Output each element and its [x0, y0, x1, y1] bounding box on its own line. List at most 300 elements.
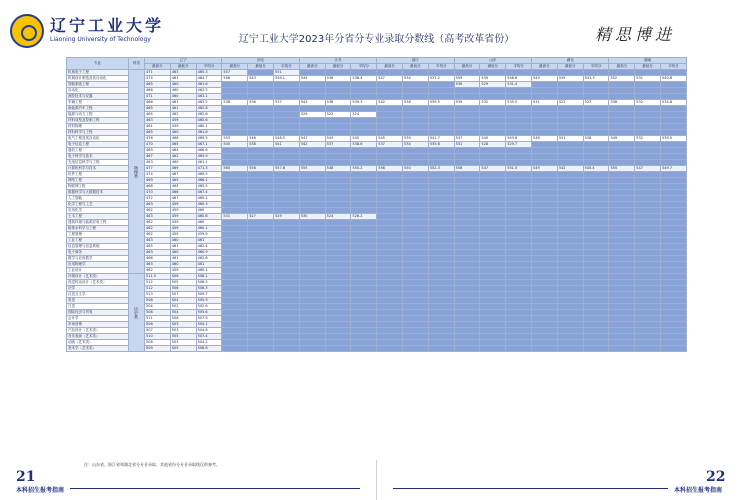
sub-header: 最高分 — [532, 64, 558, 70]
score-cell: 559 — [454, 76, 480, 82]
score-cell: 504 — [145, 304, 171, 310]
score-cell: 529 — [480, 82, 506, 88]
score-cell: 545 — [351, 136, 377, 142]
major-name: 英语 — [67, 298, 129, 304]
major-name: 工程管理 — [67, 232, 129, 238]
score-cell: 527 — [248, 214, 274, 220]
score-cell: 461 — [170, 100, 196, 106]
score-cell: 502.8 — [196, 304, 222, 310]
score-cell — [403, 346, 429, 352]
score-cell: 508.5 — [196, 280, 222, 286]
score-cell: 537 — [377, 142, 403, 148]
left-footer-line — [70, 488, 360, 489]
province-header: 浙江 — [377, 58, 454, 64]
score-cell: 460.1 — [196, 124, 222, 130]
major-name: 人工智能 — [67, 196, 129, 202]
score-cell: 460 — [170, 88, 196, 94]
score-cell: 548.5 — [274, 136, 300, 142]
major-name: 材料物理 — [67, 124, 129, 130]
right-page-number: 22 — [706, 469, 726, 485]
score-cell: 531 — [222, 214, 248, 220]
score-cell: 506.8 — [196, 346, 222, 352]
score-cell: 531 — [635, 76, 661, 82]
score-cell: 465.3 — [196, 70, 222, 76]
score-cell: 536 — [248, 100, 274, 106]
score-cell: 503 — [170, 322, 196, 328]
score-cell: 539 — [403, 136, 429, 142]
sub-header: 最高分 — [454, 64, 480, 70]
major-name: 信息管理与信息系统 — [67, 244, 129, 250]
score-cell: 506 — [145, 322, 171, 328]
score-table — [66, 57, 687, 352]
score-cell: 462.8 — [196, 256, 222, 262]
score-cell: 527 — [583, 100, 609, 106]
major-name: 视觉传达设计（艺术类） — [67, 280, 129, 286]
score-cell: 463 — [145, 214, 171, 220]
score-cell — [609, 346, 635, 352]
score-cell: 558 — [454, 166, 480, 172]
score-cell: 531.4 — [506, 82, 532, 88]
score-cell: 511 — [145, 316, 171, 322]
sub-header: 平均分 — [506, 64, 532, 70]
score-cell: 504 — [170, 298, 196, 304]
score-cell: 546 — [248, 136, 274, 142]
score-cell: 537.2 — [428, 76, 454, 82]
score-cell: 460.1 — [196, 268, 222, 274]
score-cell: 466 — [170, 190, 196, 196]
score-cell: 461 — [170, 106, 196, 112]
sub-header: 最低分 — [403, 64, 429, 70]
score-cell: 465 — [145, 130, 171, 136]
score-cell: 535.5 — [506, 100, 532, 106]
score-cell: 522 — [557, 100, 583, 106]
score-cell: 466.2 — [196, 178, 222, 184]
score-cell: 552.3 — [428, 166, 454, 172]
score-cell: 549.1 — [274, 76, 300, 82]
score-cell — [635, 346, 661, 352]
score-cell: 506 — [170, 274, 196, 280]
score-cell: 462 — [145, 268, 171, 274]
score-cell: 461 — [170, 76, 196, 82]
score-cell — [248, 346, 274, 352]
score-cell — [274, 346, 300, 352]
score-cell: 512 — [145, 286, 171, 292]
major-name: 数学与应用数学 — [67, 256, 129, 262]
sub-header: 最高分 — [377, 64, 403, 70]
score-table-wrap — [66, 57, 686, 459]
major-name: 建筑环境与能源应用工程 — [67, 220, 129, 226]
province-header: 山东 — [454, 58, 531, 64]
score-cell: 549 — [609, 136, 635, 142]
major-name: 自动化 — [67, 88, 129, 94]
major-name: 软件工程 — [67, 172, 129, 178]
score-cell: 464 — [170, 148, 196, 154]
score-cell: 545.4 — [583, 166, 609, 172]
score-cell: 474 — [145, 172, 171, 178]
score-cell: 505.9 — [196, 298, 222, 304]
score-cell: 537 — [274, 100, 300, 106]
score-cell: 508.1 — [196, 274, 222, 280]
score-cell: 462 — [170, 154, 196, 160]
score-cell: 540.8 — [661, 76, 687, 82]
score-cell: 509 — [145, 346, 171, 352]
score-cell: 509.7 — [196, 292, 222, 298]
score-cell: 556 — [377, 166, 403, 172]
score-cell: 507.9 — [196, 316, 222, 322]
score-cell: 469.5 — [196, 136, 222, 142]
score-cell: 463 — [145, 238, 171, 244]
score-cell: 462.8 — [196, 106, 222, 112]
score-cell — [325, 346, 351, 352]
province-header: 湖北 — [532, 58, 609, 64]
score-cell — [351, 346, 377, 352]
score-cell — [583, 346, 609, 352]
university-slogan: 精思博进 — [595, 25, 676, 44]
sub-header: 平均分 — [196, 64, 222, 70]
score-cell: 462 — [145, 208, 171, 214]
score-cell: 461 — [196, 238, 222, 244]
major-name: 网络工程 — [67, 178, 129, 184]
score-cell: 477 — [145, 166, 171, 172]
major-name: 机械设计制造及其自动化 — [67, 76, 129, 82]
university-name-en: Liaoning University of Technology — [50, 36, 151, 43]
score-cell: 461 — [145, 124, 171, 130]
score-cell: 545 — [222, 142, 248, 148]
province-header: 辽宁 — [145, 58, 222, 64]
score-cell: 471 — [145, 70, 171, 76]
score-cell: 508 — [145, 298, 171, 304]
score-cell: 555 — [299, 166, 325, 172]
score-cell: 470 — [145, 190, 171, 196]
score-cell: 543.6 — [506, 136, 532, 142]
score-cell: 469 — [170, 166, 196, 172]
right-footer-line — [393, 488, 668, 489]
score-cell: 463 — [145, 250, 171, 256]
score-cell: 505 — [170, 346, 196, 352]
score-cell: 460.6 — [196, 214, 222, 220]
major-name: 法学 — [67, 286, 129, 292]
score-cell: 459.9 — [196, 232, 222, 238]
score-cell: 547 — [454, 136, 480, 142]
score-cell: 459 — [170, 118, 196, 124]
footnote: 注：山东省、浙江省和湖北省分专业录取，其他省份分专业录取线仅供参考。 — [84, 462, 220, 467]
score-cell: 469 — [145, 148, 171, 154]
major-name: 物联网工程 — [67, 184, 129, 190]
score-cell: 541.7 — [428, 136, 454, 142]
score-cell: 537 — [325, 142, 351, 148]
score-cell: 465 — [145, 106, 171, 112]
score-cell: 460 — [170, 82, 196, 88]
sub-header: 平均分 — [351, 64, 377, 70]
score-cell: 531 — [557, 136, 583, 142]
score-cell: 538 — [222, 100, 248, 106]
score-cell: 465 — [145, 112, 171, 118]
score-cell: 534.8 — [661, 100, 687, 106]
score-cell: 469.5 — [196, 172, 222, 178]
score-cell: 538 — [325, 100, 351, 106]
score-cell: 503 — [170, 328, 196, 334]
major-name: 化学工程与工艺 — [67, 202, 129, 208]
score-cell: 535.6 — [428, 142, 454, 148]
score-cell: 529 — [274, 214, 300, 220]
score-cell: 512 — [145, 280, 171, 286]
score-cell: 550.2 — [351, 166, 377, 172]
major-name: 电子科学与技术 — [67, 154, 129, 160]
score-cell — [480, 346, 506, 352]
col-major: 专业 — [67, 58, 129, 70]
score-cell — [557, 346, 583, 352]
score-cell: 547 — [635, 166, 661, 172]
score-cell: 534 — [403, 76, 429, 82]
score-cell: 461.6 — [196, 82, 222, 88]
score-cell: 463.9 — [196, 154, 222, 160]
score-cell: 459 — [170, 232, 196, 238]
major-name: 计算机科学与技术 — [67, 166, 129, 172]
major-name: 日语 — [67, 304, 129, 310]
score-cell: 556 — [248, 166, 274, 172]
score-cell: 467.4 — [196, 190, 222, 196]
university-name: 辽宁工业大学 — [50, 16, 165, 35]
score-cell: 465 — [145, 244, 171, 250]
score-cell: 536 — [454, 82, 480, 88]
score-cell: 459 — [170, 214, 196, 220]
score-cell: 507.4 — [196, 334, 222, 340]
score-cell: 502 — [170, 304, 196, 310]
score-cell: 535 — [557, 76, 583, 82]
right-footer-text: 本科招生报考指南 — [674, 487, 723, 494]
score-cell: 539 — [480, 76, 506, 82]
score-cell: 550 — [403, 166, 429, 172]
score-cell: 531 — [454, 142, 480, 148]
score-cell: 474 — [145, 76, 171, 82]
score-cell: 541 — [274, 142, 300, 148]
score-cell: 459 — [170, 202, 196, 208]
score-cell: 469.2 — [196, 196, 222, 202]
score-cell: 466 — [145, 100, 171, 106]
score-cell: 466 — [145, 256, 171, 262]
major-name: 工业设计 — [67, 268, 129, 274]
score-cell: 557 — [222, 70, 248, 76]
score-cell: 465.5 — [196, 184, 222, 190]
province-header: 河北 — [222, 58, 299, 64]
score-cell: 463.1 — [196, 94, 222, 100]
page-divider — [376, 460, 377, 500]
score-cell: 548 — [325, 166, 351, 172]
score-cell: 513 — [145, 292, 171, 298]
score-cell: 462.8 — [196, 112, 222, 118]
score-cell: 546 — [532, 136, 558, 142]
score-cell: 551 — [274, 70, 300, 76]
score-cell — [661, 346, 687, 352]
score-cell: 549.7 — [661, 166, 687, 172]
score-table-body — [67, 70, 687, 352]
score-cell: 463 — [145, 202, 171, 208]
sub-header: 最低分 — [248, 64, 274, 70]
score-cell: 461.8 — [196, 130, 222, 136]
major-name: 能源与动力工程 — [67, 112, 129, 118]
score-cell: 529 — [299, 112, 325, 118]
score-cell: 462.3 — [196, 88, 222, 94]
score-cell: 461 — [170, 256, 196, 262]
score-cell: 542 — [377, 100, 403, 106]
score-cell: 526.2 — [351, 214, 377, 220]
score-cell: 507 — [145, 328, 171, 334]
table-row — [67, 346, 687, 352]
major-name: 音乐表演（艺术类） — [67, 334, 129, 340]
major-name: 土木工程 — [67, 214, 129, 220]
sub-header: 平均分 — [661, 64, 687, 70]
left-footer-text: 本科招生报考指南 — [16, 487, 65, 494]
score-cell: 556 — [222, 76, 248, 82]
score-cell: 503 — [170, 340, 196, 346]
score-cell: 459 — [170, 268, 196, 274]
score-cell: 538 — [403, 100, 429, 106]
score-cell — [377, 346, 403, 352]
score-cell: 528 — [480, 142, 506, 148]
major-name: 光电信息科学与工程 — [67, 160, 129, 166]
score-cell: 459 — [170, 226, 196, 232]
score-cell: 547 — [299, 136, 325, 142]
page-title: 辽宁工业大学2023年分省分专业录取分数线（高考改革省份） — [238, 34, 515, 45]
major-name: 智能制造工程 — [67, 82, 129, 88]
score-cell: 529.7 — [506, 142, 532, 148]
score-cell: 543 — [325, 136, 351, 142]
score-cell: 543 — [248, 76, 274, 82]
score-cell: 538 — [583, 136, 609, 142]
score-cell: 505.6 — [196, 310, 222, 316]
score-cell: 465 — [170, 178, 196, 184]
sub-header: 最高分 — [145, 64, 171, 70]
major-name: 测控技术与仪器 — [67, 94, 129, 100]
major-name: 市场营销 — [67, 322, 129, 328]
sub-header: 最低分 — [635, 64, 661, 70]
score-cell: 463 — [145, 160, 171, 166]
score-cell: 538 — [248, 142, 274, 148]
score-cell: 545 — [377, 136, 403, 142]
score-cell: 530 — [299, 214, 325, 220]
sub-header: 平均分 — [274, 64, 300, 70]
score-cell: 539.5 — [428, 100, 454, 106]
score-cell: 532 — [480, 100, 506, 106]
score-cell: 560 — [222, 166, 248, 172]
score-cell: 548.6 — [506, 76, 532, 82]
score-cell — [299, 346, 325, 352]
score-cell: 539 — [454, 100, 480, 106]
left-page-number: 21 — [16, 469, 36, 485]
score-cell: 462 — [145, 220, 171, 226]
score-cell: 465 — [145, 82, 171, 88]
score-cell: 460 — [170, 160, 196, 166]
score-cell: 549 — [532, 166, 558, 172]
score-cell: 531 — [532, 100, 558, 106]
category-cell: 物理类 — [129, 70, 145, 274]
score-cell: 538 — [609, 100, 635, 106]
score-cell: 462 — [170, 112, 196, 118]
score-cell: 467.1 — [196, 142, 222, 148]
score-cell: 542 — [299, 142, 325, 148]
score-cell: 505 — [170, 334, 196, 340]
score-cell: 540 — [480, 136, 506, 142]
score-cell: 461 — [196, 262, 222, 268]
score-cell: 553 — [222, 136, 248, 142]
score-cell: 552 — [609, 76, 635, 82]
major-name: 材料科学与工程 — [67, 130, 129, 136]
score-cell: 524 — [325, 214, 351, 220]
score-cell: 468 — [145, 184, 171, 190]
score-cell: 463 — [145, 262, 171, 268]
score-cell: 459 — [170, 124, 196, 130]
score-cell: 459 — [170, 208, 196, 214]
sub-header: 最高分 — [222, 64, 248, 70]
score-cell: 508 — [145, 310, 171, 316]
score-cell: 504.1 — [196, 322, 222, 328]
major-name: 国际经济与贸易 — [67, 310, 129, 316]
major-name: 电气工程及其自动化 — [67, 136, 129, 142]
score-cell: 547 — [377, 76, 403, 82]
score-cell: 522 — [325, 112, 351, 118]
major-name: 动画（艺术类） — [67, 340, 129, 346]
score-cell: 532 — [635, 100, 661, 106]
major-name: 电子商务 — [67, 250, 129, 256]
score-cell: 460.3 — [196, 202, 222, 208]
score-cell — [532, 346, 558, 352]
score-cell: 460 — [170, 250, 196, 256]
sub-header: 最低分 — [557, 64, 583, 70]
score-cell: 504.6 — [196, 328, 222, 334]
major-name: 给排水科学与工程 — [67, 226, 129, 232]
score-cell: 538.4 — [351, 76, 377, 82]
score-cell: 463 — [145, 118, 171, 124]
sub-header: 最低分 — [480, 64, 506, 70]
score-cell: 547 — [480, 166, 506, 172]
score-cell: 524 — [351, 112, 377, 118]
major-name: 数据科学与大数据技术 — [67, 190, 129, 196]
score-cell: 471.3 — [196, 166, 222, 172]
score-cell: 536 — [325, 76, 351, 82]
score-cell: 543 — [299, 100, 325, 106]
score-cell: 467 — [170, 172, 196, 178]
major-name: 应用物理学 — [67, 262, 129, 268]
score-cell: 469 — [145, 178, 171, 184]
score-cell — [506, 346, 532, 352]
score-cell: 508.3 — [196, 286, 222, 292]
sub-header: 平均分 — [428, 64, 454, 70]
score-cell: 463.2 — [196, 100, 222, 106]
major-name: 材料成型及控制工程 — [67, 118, 129, 124]
score-cell: 557.6 — [274, 166, 300, 172]
col-category: 科类 — [129, 58, 145, 70]
score-cell: 467 — [170, 196, 196, 202]
major-name: 机械电子工程 — [67, 70, 129, 76]
score-cell: 511.5 — [145, 274, 171, 280]
major-name: 工业工程 — [67, 238, 129, 244]
score-cell: 461 — [170, 244, 196, 250]
province-header: 江苏 — [299, 58, 376, 64]
score-cell: 460.1 — [196, 226, 222, 232]
major-name: 美术学（艺术类） — [67, 346, 129, 352]
score-cell: 549 — [532, 76, 558, 82]
score-cell: 466.6 — [196, 148, 222, 154]
score-cell: 460 — [196, 208, 222, 214]
score-cell: 539.5 — [661, 136, 687, 142]
province-header: 湖南 — [609, 58, 686, 64]
score-cell: 506 — [170, 316, 196, 322]
score-cell: 534 — [403, 142, 429, 148]
score-cell: 462 — [145, 226, 171, 232]
major-name: 会计学 — [67, 316, 129, 322]
score-cell: 551.5 — [506, 166, 532, 172]
score-cell: 470 — [145, 142, 171, 148]
